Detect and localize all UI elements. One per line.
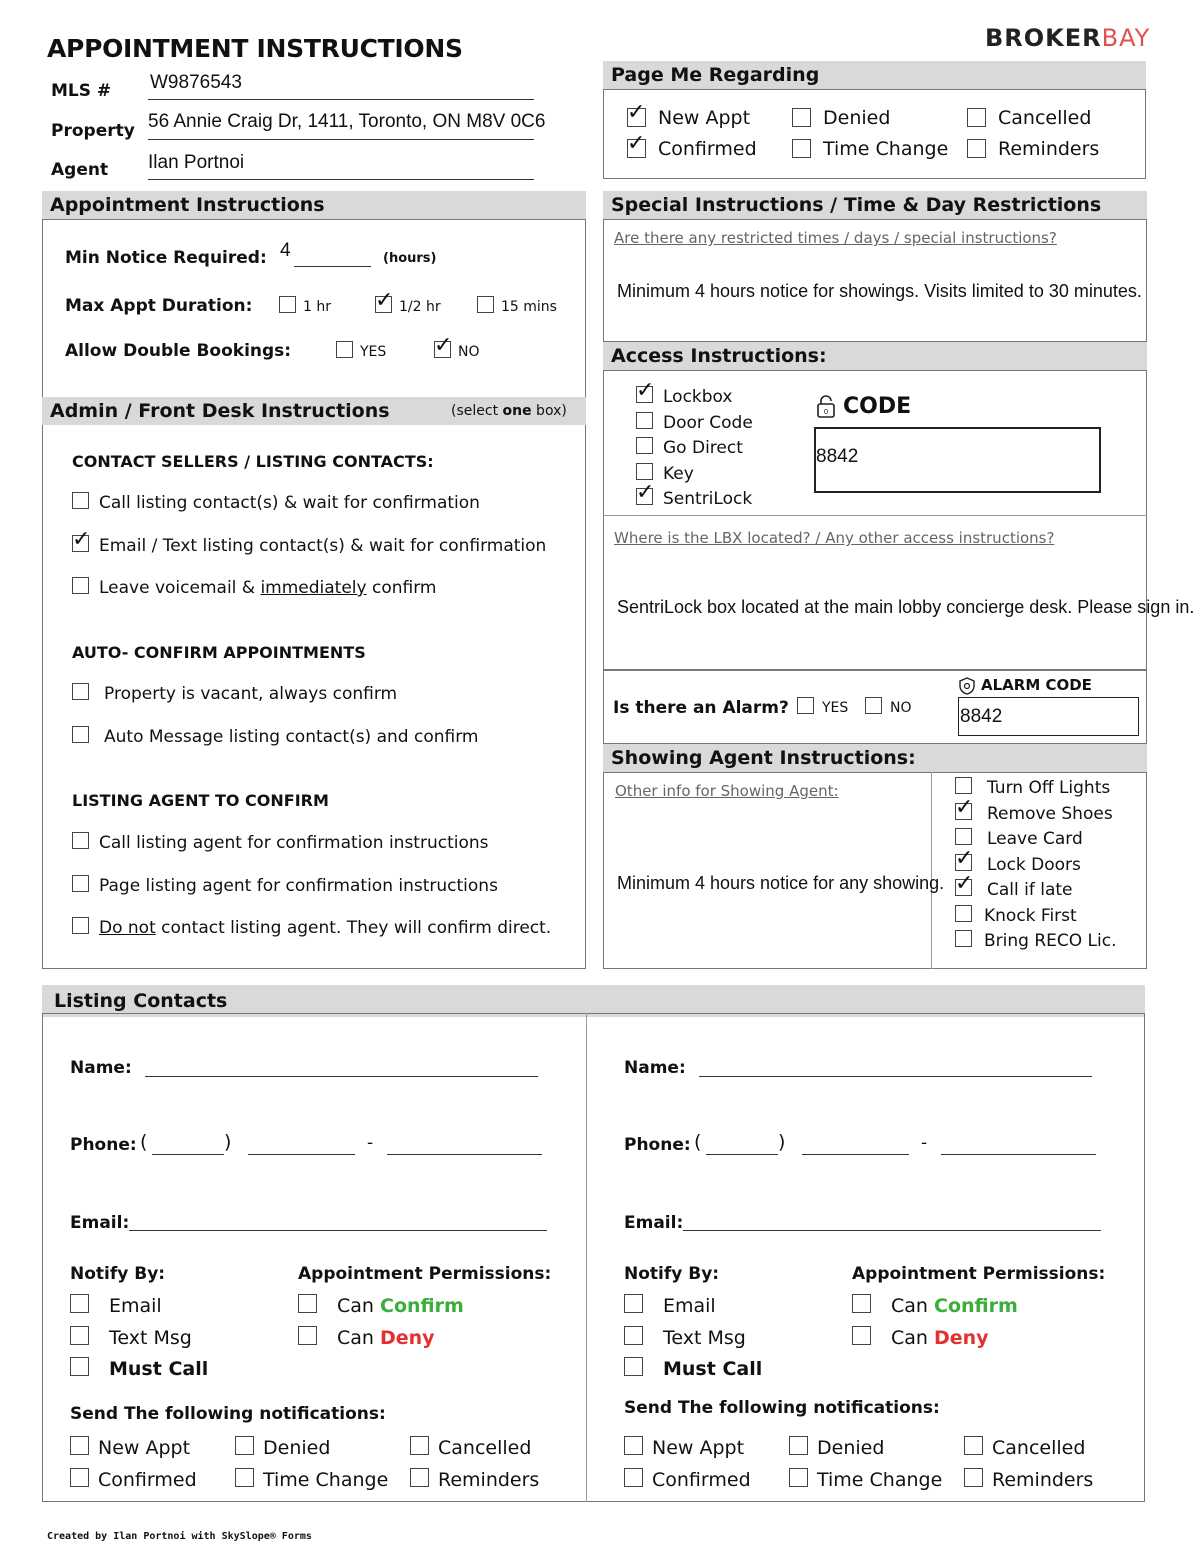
page-me-option-label: Confirmed bbox=[658, 138, 757, 160]
page-me-checkbox[interactable] bbox=[967, 139, 986, 158]
double-booking-option-label: NO bbox=[458, 344, 480, 360]
contact-name-input[interactable] bbox=[699, 1076, 1092, 1077]
access-option-label: Key bbox=[663, 463, 694, 484]
showing-checkbox[interactable] bbox=[955, 930, 972, 947]
access-header: Access Instructions: bbox=[603, 342, 1147, 370]
admin-option-checkbox[interactable] bbox=[72, 527, 91, 552]
permissions-label: Appointment Permissions: bbox=[298, 1264, 552, 1284]
notification-option-label: New Appt bbox=[652, 1437, 745, 1459]
notification-option-label: Confirmed bbox=[98, 1469, 197, 1491]
agent-label: Agent bbox=[51, 160, 109, 180]
notify-checkbox[interactable] bbox=[624, 1326, 643, 1345]
notify-checkbox[interactable] bbox=[624, 1357, 643, 1376]
max-duration-label: Max Appt Duration: bbox=[65, 296, 253, 316]
showing-option-label: Leave Card bbox=[987, 829, 1083, 849]
showing-checkbox[interactable] bbox=[955, 845, 974, 871]
hours-label: (hours) bbox=[383, 251, 437, 266]
admin-option-checkbox[interactable] bbox=[72, 726, 89, 743]
notify-checkbox[interactable] bbox=[624, 1294, 643, 1313]
duration-checkbox[interactable] bbox=[279, 296, 296, 313]
select-one-note: (select one box) bbox=[451, 403, 567, 419]
showing-checkbox[interactable] bbox=[955, 871, 974, 896]
property-input[interactable]: 56 Annie Craig Dr, 1411, Toronto, ON M8V 0C6 bbox=[148, 111, 546, 132]
duration-option-label: 1/2 hr bbox=[399, 299, 441, 315]
contact-sellers-heading: CONTACT SELLERS / LISTING CONTACTS: bbox=[72, 452, 434, 471]
showing-option-label: Knock First bbox=[984, 905, 1077, 926]
alarm-code-input[interactable]: 8842 bbox=[960, 706, 1003, 727]
special-instructions-header: Special Instructions / Time & Day Restrictions bbox=[603, 191, 1147, 219]
checkmark-icon: ✓ bbox=[636, 480, 655, 505]
notify-checkbox[interactable] bbox=[70, 1357, 89, 1376]
checkmark-icon: ✓ bbox=[627, 100, 646, 125]
shield-icon bbox=[959, 677, 975, 699]
showing-option-label: Bring RECO Lic. bbox=[984, 931, 1117, 951]
notification-option-label: New Appt bbox=[98, 1437, 191, 1459]
admin-option-checkbox[interactable] bbox=[72, 832, 89, 849]
access-option-label: Go Direct bbox=[663, 438, 743, 458]
checkmark-icon: ✓ bbox=[636, 378, 655, 403]
showing-checkbox[interactable] bbox=[955, 828, 972, 845]
showing-option-label: Call if late bbox=[987, 880, 1073, 900]
paren-close: ) bbox=[778, 1131, 786, 1153]
double-booking-checkbox[interactable] bbox=[336, 341, 353, 358]
access-divider bbox=[603, 515, 1147, 516]
listing-contacts-header: Listing Contacts bbox=[42, 985, 1145, 1017]
page-me-box bbox=[603, 89, 1146, 179]
double-booking-option-label: YES bbox=[360, 344, 387, 360]
contact-phone-prefix-input[interactable] bbox=[248, 1154, 355, 1155]
notify-option-label: Must Call bbox=[663, 1358, 763, 1380]
showing-header: Showing Agent Instructions: bbox=[603, 744, 1147, 772]
admin-option-checkbox[interactable] bbox=[72, 917, 89, 934]
notification-checkbox[interactable] bbox=[70, 1468, 89, 1487]
notification-checkbox[interactable] bbox=[235, 1436, 254, 1455]
paren-open: ( bbox=[140, 1131, 148, 1153]
phone-dash: - bbox=[367, 1133, 374, 1153]
can-deny-label: Can Deny bbox=[337, 1327, 435, 1349]
auto-confirm-heading: AUTO- CONFIRM APPOINTMENTS bbox=[72, 643, 366, 662]
page-me-option-label: Reminders bbox=[998, 138, 1100, 160]
access-checkbox[interactable] bbox=[636, 480, 655, 505]
property-label: Property bbox=[51, 121, 135, 141]
can-deny-checkbox[interactable] bbox=[298, 1326, 317, 1345]
property-underline bbox=[148, 139, 534, 140]
notification-checkbox[interactable] bbox=[964, 1436, 983, 1455]
svg-text:0: 0 bbox=[823, 408, 829, 416]
admin-option-checkbox[interactable] bbox=[72, 875, 89, 892]
checkmark-icon: ✓ bbox=[955, 794, 974, 820]
contact-area-code-input[interactable] bbox=[152, 1154, 224, 1155]
code-label: CODE bbox=[843, 394, 912, 419]
checkmark-icon: ✓ bbox=[72, 527, 91, 552]
lbx-input[interactable]: SentriLock box located at the main lobby concierge desk. Please sign in. bbox=[617, 597, 1195, 617]
page-me-option-label: Denied bbox=[823, 107, 891, 129]
notify-option-label: Text Msg bbox=[663, 1327, 746, 1349]
special-input[interactable]: Minimum 4 hours notice for showings. Visits limited to 30 minutes. bbox=[617, 281, 1142, 301]
notification-option-label: Cancelled bbox=[438, 1437, 532, 1459]
mls-input[interactable]: W9876543 bbox=[150, 72, 242, 93]
listing-agent-heading: LISTING AGENT TO CONFIRM bbox=[72, 791, 329, 810]
notification-checkbox[interactable] bbox=[410, 1436, 429, 1455]
contact-email-label: Email: bbox=[624, 1213, 684, 1233]
duration-option-label: 15 mins bbox=[501, 299, 557, 315]
page-me-checkbox[interactable] bbox=[627, 131, 646, 158]
can-deny-checkbox[interactable] bbox=[852, 1326, 871, 1345]
contact-name-label: Name: bbox=[624, 1058, 686, 1078]
contact-phone-line-input[interactable] bbox=[387, 1154, 542, 1155]
admin-option-label: Property is vacant, always confirm bbox=[104, 684, 398, 704]
notification-option-label: Time Change bbox=[263, 1469, 389, 1491]
contact-email-input[interactable] bbox=[683, 1230, 1101, 1231]
notification-option-label: Reminders bbox=[438, 1469, 540, 1491]
access-checkbox[interactable] bbox=[636, 437, 653, 454]
mls-underline bbox=[148, 99, 534, 100]
page-me-checkbox[interactable] bbox=[967, 108, 986, 127]
page-me-checkbox[interactable] bbox=[792, 139, 811, 158]
notification-option-label: Confirmed bbox=[652, 1469, 751, 1491]
paren-close: ) bbox=[224, 1131, 232, 1153]
notification-option-label: Cancelled bbox=[992, 1437, 1086, 1459]
admin-option-checkbox[interactable] bbox=[72, 577, 89, 594]
access-option-label: Lockbox bbox=[663, 387, 733, 407]
notify-checkbox[interactable] bbox=[70, 1326, 89, 1345]
admin-option-checkbox[interactable] bbox=[72, 683, 89, 700]
alarm-code-label: ALARM CODE bbox=[981, 676, 1092, 694]
showing-input[interactable]: Minimum 4 hours notice for any showing. bbox=[617, 873, 945, 893]
appt-instructions-header: Appointment Instructions bbox=[42, 191, 586, 219]
admin-option-label: Auto Message listing contact(s) and confirm bbox=[104, 727, 479, 747]
page-me-option-label: Cancelled bbox=[998, 107, 1092, 129]
lbx-question: Where is the LBX located? / Any other access instructions? bbox=[614, 529, 1055, 547]
page-me-option-label: New Appt bbox=[658, 107, 751, 129]
showing-option-label: Lock Doors bbox=[987, 854, 1081, 875]
notify-by-label: Notify By: bbox=[624, 1264, 720, 1284]
can-deny-label: Can Deny bbox=[891, 1327, 989, 1349]
showing-option-label: Turn Off Lights bbox=[987, 778, 1111, 798]
permissions-label: Appointment Permissions: bbox=[852, 1264, 1106, 1284]
access-checkbox[interactable] bbox=[636, 378, 655, 403]
brokerbay-logo: BROKERBAY bbox=[985, 24, 1151, 52]
notification-option-label: Denied bbox=[263, 1437, 331, 1459]
double-booking-label: Allow Double Bookings: bbox=[65, 341, 292, 361]
showing-option-label: Remove Shoes bbox=[987, 803, 1113, 824]
checkmark-icon: ✓ bbox=[434, 333, 453, 358]
lock-icon bbox=[816, 394, 836, 422]
contact-phone-line-input[interactable] bbox=[941, 1154, 1096, 1155]
page-me-checkbox[interactable] bbox=[792, 108, 811, 127]
notification-checkbox[interactable] bbox=[789, 1468, 808, 1487]
notify-option-label: Email bbox=[109, 1295, 162, 1317]
showing-checkbox[interactable] bbox=[955, 905, 972, 922]
notification-checkbox[interactable] bbox=[235, 1468, 254, 1487]
contact-phone-label: Phone: bbox=[70, 1135, 137, 1155]
notification-checkbox[interactable] bbox=[624, 1468, 643, 1487]
phone-dash: - bbox=[921, 1133, 928, 1153]
mls-label: MLS # bbox=[51, 81, 112, 101]
alarm-checkbox[interactable] bbox=[865, 697, 882, 714]
notification-checkbox[interactable] bbox=[964, 1468, 983, 1487]
notification-option-label: Reminders bbox=[992, 1469, 1094, 1491]
admin-option-label: Email / Text listing contact(s) & wait for confirmation bbox=[99, 536, 547, 556]
can-confirm-checkbox[interactable] bbox=[298, 1294, 317, 1313]
notification-checkbox[interactable] bbox=[789, 1436, 808, 1455]
paren-open: ( bbox=[694, 1131, 702, 1153]
duration-option-label: 1 hr bbox=[303, 299, 331, 315]
double-booking-checkbox[interactable] bbox=[434, 333, 453, 358]
contact-area-code-input[interactable] bbox=[706, 1154, 778, 1155]
min-notice-input[interactable]: 4 bbox=[280, 240, 291, 261]
notification-checkbox[interactable] bbox=[70, 1436, 89, 1455]
admin-option-label: Page listing agent for confirmation instructions bbox=[99, 876, 498, 896]
page-title: APPOINTMENT INSTRUCTIONS bbox=[47, 34, 463, 63]
contact-name-input[interactable] bbox=[145, 1076, 538, 1077]
showing-other-label: Other info for Showing Agent: bbox=[615, 782, 839, 800]
admin-header: Admin / Front Desk Instructions bbox=[42, 397, 586, 425]
notify-option-label: Email bbox=[663, 1295, 716, 1317]
access-option-label: Door Code bbox=[663, 412, 753, 433]
notification-checkbox[interactable] bbox=[410, 1468, 429, 1487]
min-notice-underline bbox=[294, 266, 371, 267]
listing-contacts-box bbox=[42, 1013, 1145, 1502]
notification-option-label: Denied bbox=[817, 1437, 885, 1459]
send-notifications-label: Send The following notifications: bbox=[624, 1398, 940, 1418]
min-notice-label: Min Notice Required: bbox=[65, 248, 267, 268]
showing-divider bbox=[931, 772, 932, 969]
can-confirm-checkbox[interactable] bbox=[852, 1294, 871, 1313]
contact-phone-label: Phone: bbox=[624, 1135, 691, 1155]
agent-input[interactable]: Ilan Portnoi bbox=[148, 152, 245, 173]
access-option-label: SentriLock bbox=[663, 489, 753, 509]
notification-checkbox[interactable] bbox=[624, 1436, 643, 1455]
admin-option-checkbox[interactable] bbox=[72, 492, 89, 509]
showing-checkbox[interactable] bbox=[955, 794, 974, 820]
notify-checkbox[interactable] bbox=[70, 1294, 89, 1313]
access-checkbox[interactable] bbox=[636, 412, 653, 429]
can-confirm-label: Can Confirm bbox=[891, 1295, 1018, 1317]
contact-phone-prefix-input[interactable] bbox=[802, 1154, 909, 1155]
admin-option-label: Call listing agent for confirmation instructions bbox=[99, 833, 489, 853]
duration-checkbox[interactable] bbox=[375, 288, 394, 313]
showing-checkbox[interactable] bbox=[955, 777, 972, 794]
duration-checkbox[interactable] bbox=[477, 296, 494, 313]
special-question: Are there any restricted times / days / special instructions? bbox=[614, 229, 1057, 247]
contact-email-input[interactable] bbox=[129, 1230, 547, 1231]
page-me-option-label: Time Change bbox=[823, 138, 949, 160]
contact-email-label: Email: bbox=[70, 1213, 130, 1233]
notification-option-label: Time Change bbox=[817, 1469, 943, 1491]
can-confirm-label: Can Confirm bbox=[337, 1295, 464, 1317]
send-notifications-label: Send The following notifications: bbox=[70, 1404, 386, 1424]
admin-option-label: Leave voicemail & immediately confirm bbox=[99, 578, 437, 598]
listing-contacts-divider bbox=[586, 1013, 587, 1502]
contact-name-label: Name: bbox=[70, 1058, 132, 1078]
admin-option-label: Call listing contact(s) & wait for confirmation bbox=[99, 493, 480, 513]
page-me-checkbox[interactable] bbox=[627, 100, 646, 127]
page-me-header: Page Me Regarding bbox=[603, 61, 1146, 89]
alarm-checkbox[interactable] bbox=[797, 697, 814, 714]
code-input[interactable]: 8842 bbox=[816, 446, 859, 467]
agent-underline bbox=[148, 179, 534, 180]
alarm-option-label: NO bbox=[890, 700, 912, 716]
checkmark-icon: ✓ bbox=[627, 131, 646, 156]
access-checkbox[interactable] bbox=[636, 463, 653, 480]
checkmark-icon: ✓ bbox=[375, 288, 394, 313]
alarm-question: Is there an Alarm? bbox=[613, 698, 789, 718]
checkmark-icon: ✓ bbox=[955, 871, 974, 896]
footer-credit: Created by Ilan Portnoi with SkySlope® Forms bbox=[47, 1531, 312, 1542]
notify-option-label: Text Msg bbox=[109, 1327, 192, 1349]
notify-by-label: Notify By: bbox=[70, 1264, 166, 1284]
notify-option-label: Must Call bbox=[109, 1358, 209, 1380]
alarm-option-label: YES bbox=[822, 700, 849, 716]
checkmark-icon: ✓ bbox=[955, 845, 974, 871]
admin-option-label: Do not contact listing agent. They will confirm direct. bbox=[99, 918, 552, 938]
